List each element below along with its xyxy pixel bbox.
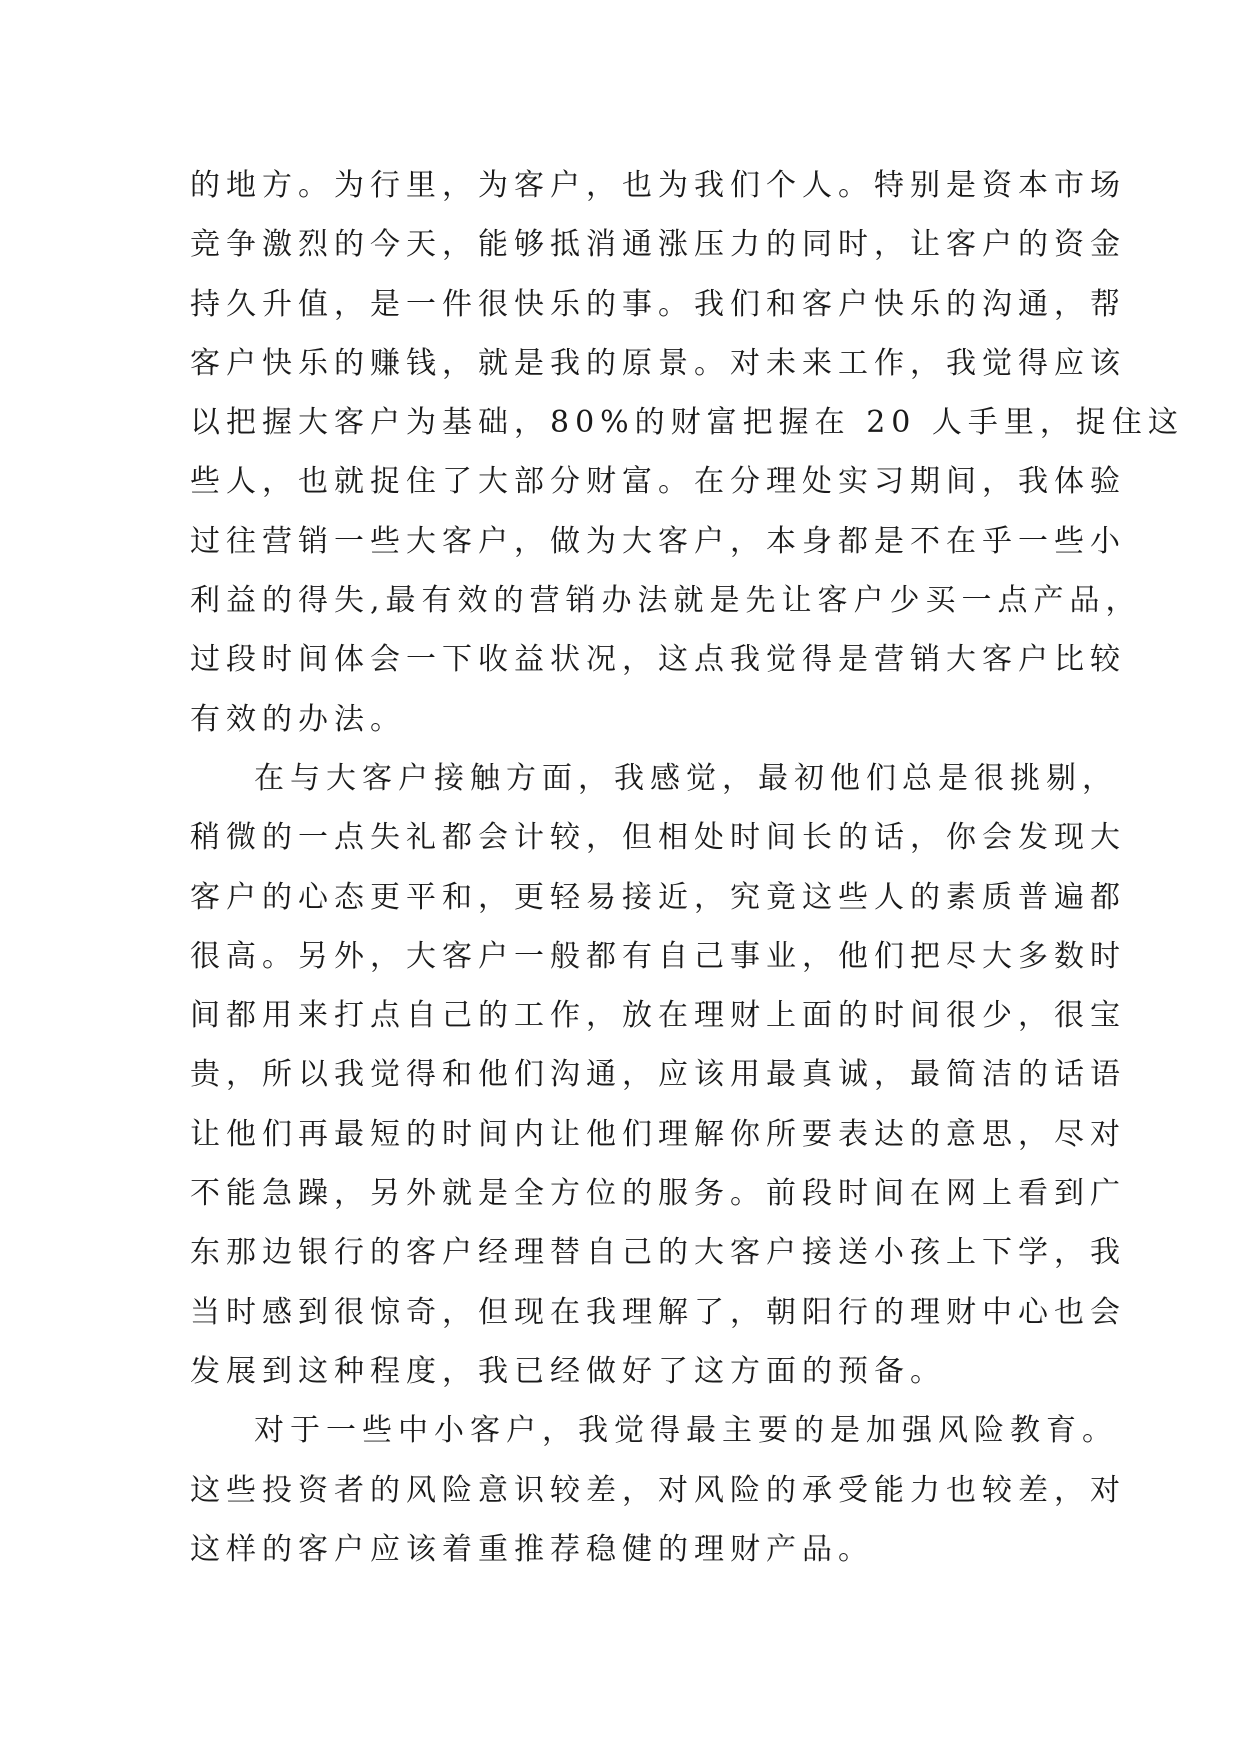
text-line: 竞争激烈的今天，能够抵消通涨压力的同时，让客户的资金 [190,227,1126,263]
text-line: 些人，也就捉住了大部分财富。在分理处实习期间，我体验 [190,464,1126,500]
text-line: 稍微的一点失礼都会计较，但相处时间长的话，你会发现大 [190,820,1126,856]
text-line: 过段时间体会一下收益状况，这点我觉得是营销大客户比较 [190,642,1126,678]
text-line: 贵，所以我觉得和他们沟通，应该用最真诚，最简洁的话语 [190,1057,1126,1093]
text-line: 以把握大客户为基础，80%的财富把握在 20 人手里，捉住这 [190,405,1184,441]
text-line: 发展到这种程度，我已经做好了这方面的预备。 [190,1353,946,1389]
body-text [190,156,1184,1579]
text-line: 让他们再最短的时间内让他们理解你所要表达的意思，尽对 [190,1116,1126,1152]
text-line: 这样的客户应该着重推荐稳健的理财产品。 [190,1531,874,1567]
text-line: 东那边银行的客户经理替自己的大客户接送小孩上下学，我 [190,1235,1126,1271]
text-line: 有效的办法。 [190,701,406,737]
paragraph-2 [190,749,1126,1401]
text-line: 对于一些中小客户，我觉得最主要的是加强风险教育。 [254,1413,1118,1449]
text-line: 当时感到很惊奇，但现在我理解了，朝阳行的理财中心也会 [190,1294,1126,1330]
paragraph-3 [190,1401,1126,1579]
paragraph-1 [190,156,1184,749]
text-line: 这些投资者的风险意识较差，对风险的承受能力也较差，对 [190,1472,1126,1508]
text-line: 间都用来打点自己的工作，放在理财上面的时间很少，很宝 [190,998,1126,1034]
text-line: 过往营销一些大客户，做为大客户，本身都是不在乎一些小 [190,523,1126,559]
text-line: 利益的得失,最有效的营销办法就是先让客户少买一点产品， [190,583,1142,619]
text-line: 客户的心态更平和，更轻易接近，究竟这些人的素质普遍都 [190,879,1126,915]
text-line: 在与大客户接触方面，我感觉，最初他们总是很挑剔， [254,760,1118,796]
text-line: 的地方。为行里，为客户，也为我们个人。特别是资本市场 [190,168,1126,203]
text-line: 持久升值，是一件很快乐的事。我们和客户快乐的沟通，帮 [190,286,1126,322]
text-line: 不能急躁，另外就是全方位的服务。前段时间在网上看到广 [190,1176,1126,1212]
text-line: 客户快乐的赚钱，就是我的原景。对未来工作，我觉得应该 [190,345,1126,381]
text-line: 很高。另外，大客户一般都有自己事业，他们把尽大多数时 [190,938,1126,974]
